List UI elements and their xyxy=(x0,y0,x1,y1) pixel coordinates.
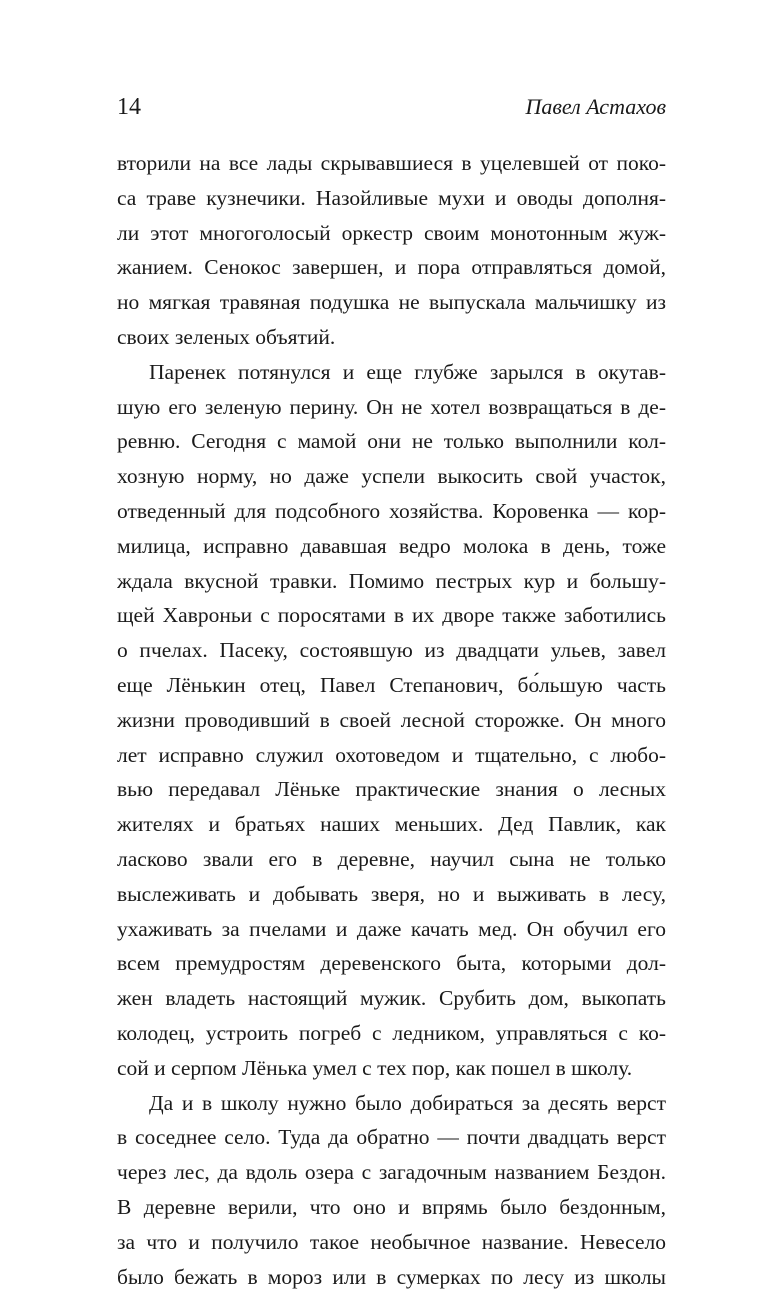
text-line: еще Лёнькин отец, Павел Степанович, бо́льшую часть xyxy=(117,668,666,703)
text-line: но мягкая травяная подушка не выпускала мальчишку из xyxy=(117,285,666,320)
body-text xyxy=(117,146,666,1294)
text-line: са траве кузнечики. Назойливые мухи и оводы дополня- xyxy=(117,181,666,216)
text-line: Да и в школу нужно было добираться за десять верст xyxy=(117,1086,666,1121)
text-line: жителях и братьях наших меньших. Дед Павлик, как xyxy=(117,807,666,842)
text-line: жен владеть настоящий мужик. Срубить дом, выкопать xyxy=(117,981,666,1016)
text-line: ухаживать за пчелами и даже качать мед. Он обучил его xyxy=(117,912,666,947)
text-line: было бежать в мороз или в сумерках по лесу из школы xyxy=(117,1260,666,1294)
text-line: жанием. Сенокос завершен, и пора отправляться домой, xyxy=(117,250,666,285)
text-line: ласково звали его в деревне, научил сына не только xyxy=(117,842,666,877)
text-line: лет исправно служил охотоведом и тщательно, с любо- xyxy=(117,738,666,773)
text-line: милица, исправно дававшая ведро молока в день, тоже xyxy=(117,529,666,564)
running-head-author: Павел Астахов xyxy=(525,92,666,122)
text-line: выслеживать и добывать зверя, но и выживать в лесу, xyxy=(117,877,666,912)
text-line: колодец, устроить погреб с ледником, управляться с ко- xyxy=(117,1016,666,1051)
text-line: сой и серпом Лёнька умел с тех пор, как пошел в школу. xyxy=(117,1051,666,1086)
running-head xyxy=(117,92,666,122)
text-line: отведенный для подсобного хозяйства. Коровенка — кор- xyxy=(117,494,666,529)
text-line: шую его зеленую перину. Он не хотел возвращаться в де- xyxy=(117,390,666,425)
text-line: ревню. Сегодня с мамой они не только выполнили кол- xyxy=(117,424,666,459)
text-line: вторили на все лады скрывавшиеся в уцелевшей от поко- xyxy=(117,146,666,181)
text-line: всем премудростям деревенского быта, которыми дол- xyxy=(117,946,666,981)
text-line: Паренек потянулся и еще глубже зарылся в окутав- xyxy=(117,355,666,390)
text-line: вью передавал Лёньке практические знания о лесных xyxy=(117,772,666,807)
text-line: щей Хавроньи с поросятами в их дворе также заботились xyxy=(117,598,666,633)
text-line: в соседнее село. Туда да обратно — почти двадцать верст xyxy=(117,1120,666,1155)
text-line: хозную норму, но даже успели выкосить свой участок, xyxy=(117,459,666,494)
text-line: о пчелах. Пасеку, состоявшую из двадцати ульев, завел xyxy=(117,633,666,668)
page-number: 14 xyxy=(117,92,141,122)
text-line: ждала вкусной травки. Помимо пестрых кур и большу- xyxy=(117,564,666,599)
text-line: за что и получило такое необычное название. Невесело xyxy=(117,1225,666,1260)
text-line: через лес, да вдоль озера с загадочным названием Бездон. xyxy=(117,1155,666,1190)
text-line: В деревне верили, что оно и впрямь было бездонным, xyxy=(117,1190,666,1225)
text-line: ли этот многоголосый оркестр своим монотонным жуж- xyxy=(117,216,666,251)
text-line: своих зеленых объятий. xyxy=(117,320,666,355)
text-line: жизни проводивший в своей лесной сторожке. Он много xyxy=(117,703,666,738)
